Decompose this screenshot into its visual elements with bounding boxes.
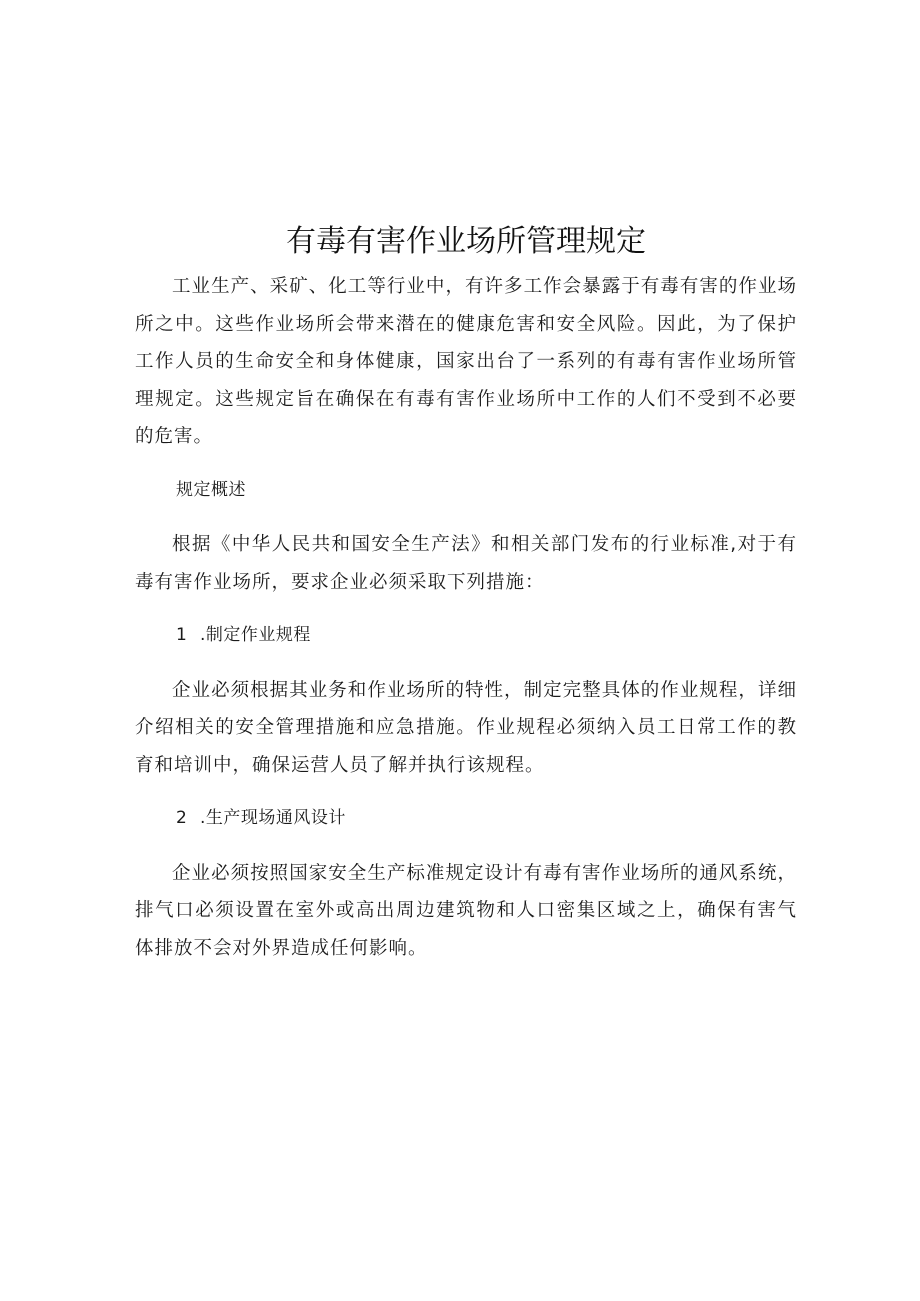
document-body	[135, 216, 797, 967]
section-paragraph-1: 企业必须根据其业务和作业场所的特性，制定完整具体的作业规程，详细介绍相关的安全管理措施和应急措施。作业规程必须纳入员工日常工作的教育和培训中，确保运营人员了解并执行该规程。	[135, 679, 797, 776]
section-title-1: .制定作业规程	[200, 625, 311, 645]
overview-paragraph: 根据《中华人民共和国安全生产法》和相关部门发布的行业标准,对于有毒有害作业场所，要求企业必须采取下列措施：	[135, 534, 797, 593]
section-title-2: .生产现场通风设计	[200, 808, 346, 828]
section-heading-2	[135, 800, 797, 838]
section-number-2: 2	[176, 808, 188, 828]
document-title: 有毒有害作业场所管理规定	[286, 224, 646, 259]
section-paragraph-2: 企业必须按照国家安全生产标准规定设计有毒有害作业场所的通风系统，排气口必须设置在室外或高出周边建筑物和人口密集区域之上，确保有害气体排放不会对外界造成任何影响。	[135, 862, 797, 959]
intro-paragraph: 工业生产、采矿、化工等行业中，有许多工作会暴露于有毒有害的作业场所之中。这些作业场所会带来潜在的健康危害和安全风险。因此，为了保护工作人员的生命安全和身体健康，国家出台了一系列的有毒有害作业场所管理规定。这些规定旨在确保在有毒有害作业场所中工作的人们不受到不必要的危害。	[135, 276, 797, 447]
overview-heading: 规定概述	[176, 479, 246, 500]
section-heading-1	[135, 617, 797, 655]
section-number-1: 1	[176, 625, 188, 645]
